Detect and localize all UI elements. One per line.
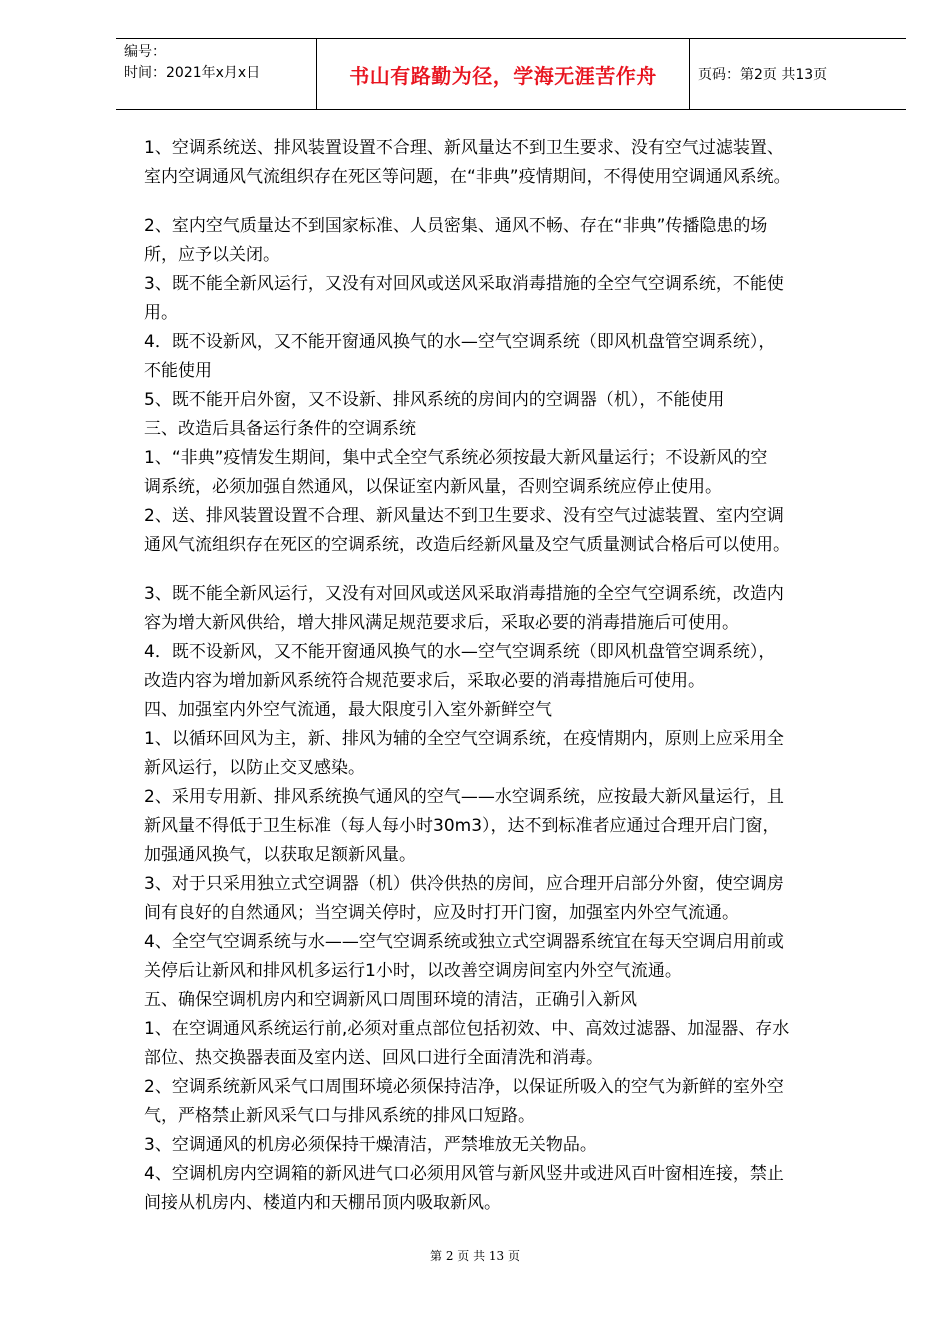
text-line: 间有良好的自然通风；当空调关停时，应及时打开门窗，加强室内外空气流通。	[144, 903, 739, 923]
text-line: 关停后让新风和排风机多运行1小时，以改善空调房间室内外空气流通。	[144, 961, 682, 981]
time-label: 时间：2021年x月x日	[124, 65, 261, 81]
page-footer: 第 2 页 共 13 页	[430, 1249, 520, 1263]
document-body	[144, 134, 884, 1218]
text-line: 2、空调系统新风采气口周围环境必须保持洁净，以保证所吸入的空气为新鲜的室外空	[144, 1077, 784, 1097]
text-line: 3、空调通风的机房必须保持干燥清洁，严禁堆放无关物品。	[144, 1135, 597, 1155]
text-line: 2、室内空气质量达不到国家标准、人员密集、通风不畅、存在“非典”传播隐患的场	[144, 216, 768, 236]
text-line: 所，应予以关闭。	[144, 245, 280, 265]
text-line: 4．既不设新风，又不能开窗通风换气的水—空气空调系统（即风机盘管空调系统），	[144, 642, 776, 662]
header-motto: 书山有路勤为径，学海无涯苦作舟	[316, 39, 690, 109]
text-line: 新风量不得低于卫生标准（每人每小时30m3），达不到标准者应通过合理开启门窗，	[144, 816, 780, 836]
text-line: 气，严格禁止新风采气口与排风系统的排风口短路。	[144, 1106, 535, 1126]
text-line: 1、以循环回风为主，新、排风为辅的全空气空调系统，在疫情期内，原则上应采用全	[144, 729, 784, 749]
text-line: 改造内容为增加新风系统符合规范要求后，采取必要的消毒措施后可使用。	[144, 671, 705, 691]
text-line: 4．既不设新风，又不能开窗通风换气的水—空气空调系统（即风机盘管空调系统），	[144, 332, 776, 352]
text-line: 三、改造后具备运行条件的空调系统	[144, 419, 416, 439]
text-line: 1、在空调通风系统运行前,必须对重点部位包括初效、中、高效过滤器、加湿器、存水	[144, 1019, 790, 1039]
text-line: 2、送、排风装置设置不合理、新风量达不到卫生要求、没有空气过滤装置、室内空调	[144, 506, 784, 526]
text-line: 容为增大新风供给，增大排风满足规范要求后，采取必要的消毒措施后可使用。	[144, 613, 739, 633]
text-line: 4、全空气空调系统与水——空气空调系统或独立式空调器系统宜在每天空调启用前或	[144, 932, 784, 952]
header-page-label: 页码：第2页 共13页	[698, 67, 828, 83]
header-meta	[116, 39, 316, 109]
text-line: 间接从机房内、楼道内和天棚吊顶内吸取新风。	[144, 1193, 501, 1213]
text-line: 通风气流组织存在死区的空调系统，改造后经新风量及空气质量测试合格后可以使用。	[144, 535, 790, 555]
text-line: 五、确保空调机房内和空调新风口周围环境的清洁，正确引入新风	[144, 990, 637, 1010]
text-line: 室内空调通风气流组织存在死区等问题，在“非典”疫情期间，不得使用空调通风系统。	[144, 167, 791, 187]
page-header	[116, 38, 906, 110]
text-line: 3、对于只采用独立式空调器（机）供冷供热的房间，应合理开启部分外窗，使空调房	[144, 874, 784, 894]
text-line: 4、空调机房内空调箱的新风进气口必须用风管与新风竖井或进风百叶窗相连接，禁止	[144, 1164, 784, 1184]
text-line: 不能使用	[144, 361, 212, 381]
text-line: 1、空调系统送、排风装置设置不合理、新风量达不到卫生要求、没有空气过滤装置、	[144, 138, 784, 158]
text-line: 3、既不能全新风运行，又没有对回风或送风采取消毒措施的全空气空调系统，不能使	[144, 274, 784, 294]
text-line: 5、既不能开启外窗，又不设新、排风系统的房间内的空调器（机），不能使用	[144, 390, 725, 410]
number-label: 编号：	[124, 44, 166, 60]
paragraph-gap	[144, 560, 884, 580]
text-line: 部位、热交换器表面及室内送、回风口进行全面清洗和消毒。	[144, 1048, 603, 1068]
text-line: 调系统，必须加强自然通风，以保证室内新风量，否则空调系统应停止使用。	[144, 477, 722, 497]
text-line: 3、既不能全新风运行，又没有对回风或送风采取消毒措施的全空气空调系统，改造内	[144, 584, 784, 604]
text-line: 加强通风换气，以获取足额新风量。	[144, 845, 416, 865]
text-line: 2、采用专用新、排风系统换气通风的空气——水空调系统，应按最大新风量运行，且	[144, 787, 784, 807]
text-line: 用。	[144, 303, 178, 323]
text-line: 四、加强室内外空气流通，最大限度引入室外新鲜空气	[144, 700, 552, 720]
text-line: 新风运行，以防止交叉感染。	[144, 758, 365, 778]
text-line: 1、“非典”疫情发生期间，集中式全空气系统必须按最大新风量运行；不设新风的空	[144, 448, 768, 468]
paragraph-gap	[144, 192, 884, 212]
